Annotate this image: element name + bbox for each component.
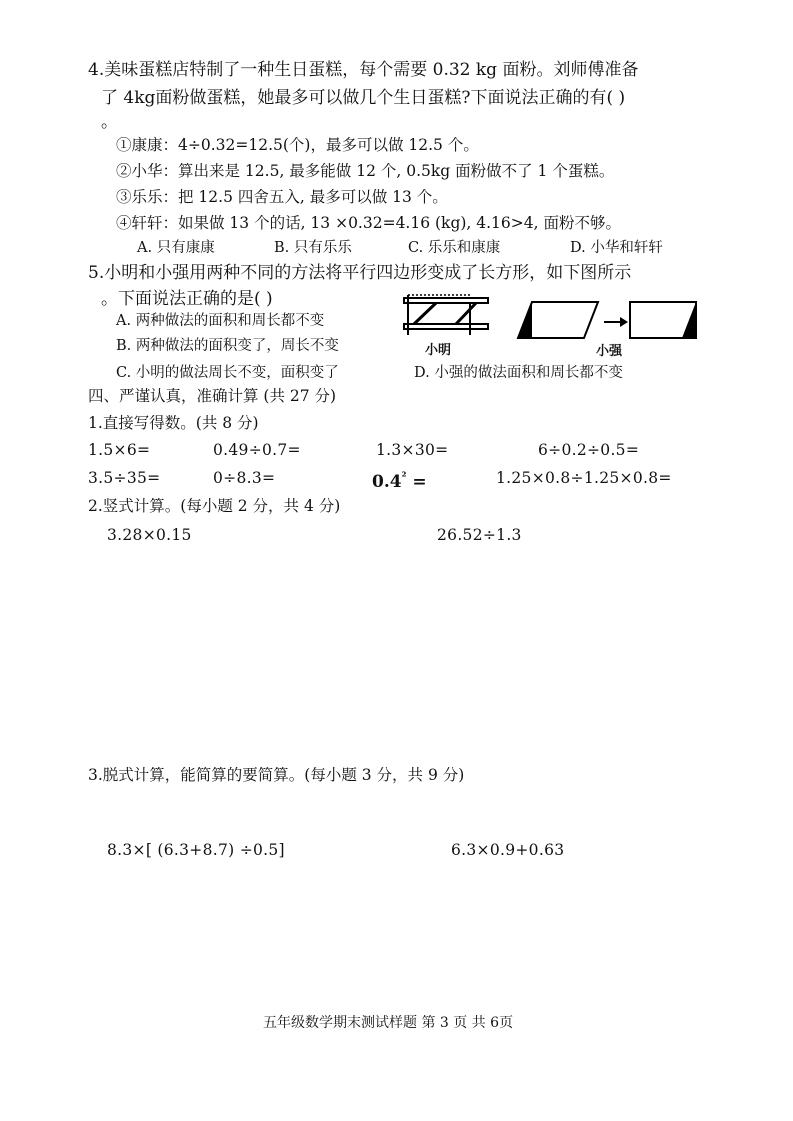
q4-option-d: D. 小华和轩轩 <box>570 240 663 256</box>
q4-line-1: 4.美味蛋糕店特制了一种生日蛋糕，每个需要 0.32 kg 面粉。刘师傅准备 <box>88 60 639 80</box>
calc-r2-3: $0.4^{^2}$ = <box>372 470 427 492</box>
q4-statement-1: ①康康：4÷0.32=12.5(个)，最多可以做 12.5 个。 <box>116 136 479 154</box>
q4-line-3: 。 <box>101 112 118 132</box>
part3-title: 3.脱式计算，能简算的要简算。(每小题 3 分，共 9 分) <box>88 766 465 784</box>
part2-title: 2.竖式计算。(每小题 2 分，共 4 分) <box>88 497 341 515</box>
q5-option-a: A. 两种做法的面积和周长都不变 <box>116 313 325 329</box>
q4-option-c: C. 乐乐和康康 <box>408 240 501 256</box>
calc-r1-1: 1.5×6= <box>88 441 151 459</box>
q4-line-2: 了 4kg面粉做蛋糕，她最多可以做几个生日蛋糕?下面说法正确的有( ) <box>101 88 626 108</box>
q5-line-2: 。下面说法正确的是( ) <box>101 289 273 309</box>
q5-option-c: C. 小明的做法周长不变，面积变了 <box>116 365 339 381</box>
xiaoqiang-figure <box>516 298 700 342</box>
calc-r2-4: 1.25×0.8÷1.25×0.8= <box>496 469 672 487</box>
part2-problem-b: 26.52÷1.3 <box>437 526 522 544</box>
calc-r1-2: 0.49÷0.7= <box>213 441 301 459</box>
xiaoming-figure <box>400 290 496 340</box>
q4-statement-3: ③乐乐：把 12.5 四舍五入, 最多可以做 13 个。 <box>116 188 448 206</box>
q4-option-a: A. 只有康康 <box>137 240 215 256</box>
part3-problem-a: 8.3×[ (6.3+8.7) ÷0.5] <box>107 841 285 859</box>
calc-r2-2: 0÷8.3= <box>213 469 276 487</box>
calc-r1-3: 1.3×30= <box>376 441 449 459</box>
calc-r1-4: 6÷0.2÷0.5= <box>538 441 640 459</box>
section4-heading: 四、严谨认真，准确计算 (共 27 分) <box>88 387 337 405</box>
q4-statement-2: ②小华：算出来是 12.5, 最多能做 12 个, 0.5kg 面粉做不了 1 个蛋糕。 <box>116 162 615 180</box>
xiaoqiang-label: 小强 <box>596 344 623 359</box>
q4-option-b: B. 只有乐乐 <box>274 240 352 256</box>
q5-line-1: 5.小明和小强用两种不同的方法将平行四边形变成了长方形，如下图所示 <box>88 263 632 283</box>
q5-option-d: D. 小强的做法面积和周长都不变 <box>414 365 623 381</box>
page-footer: 五年级数学期末测试样题 第 3 页 共 6页 <box>263 1015 514 1031</box>
part1-title: 1.直接写得数。(共 8 分) <box>88 414 259 432</box>
q4-statement-4: ④轩轩：如果做 13 个的话, 13 ×0.32=4.16 (kg), 4.16>4, 面粉不够。 <box>116 214 621 232</box>
q5-option-b: B. 两种做法的面积变了，周长不变 <box>116 338 339 354</box>
calc-r2-1: 3.5÷35= <box>88 469 161 487</box>
part3-problem-b: 6.3×0.9+0.63 <box>451 841 565 859</box>
part2-problem-a: 3.28×0.15 <box>107 526 192 544</box>
xiaoming-label: 小明 <box>425 343 452 358</box>
